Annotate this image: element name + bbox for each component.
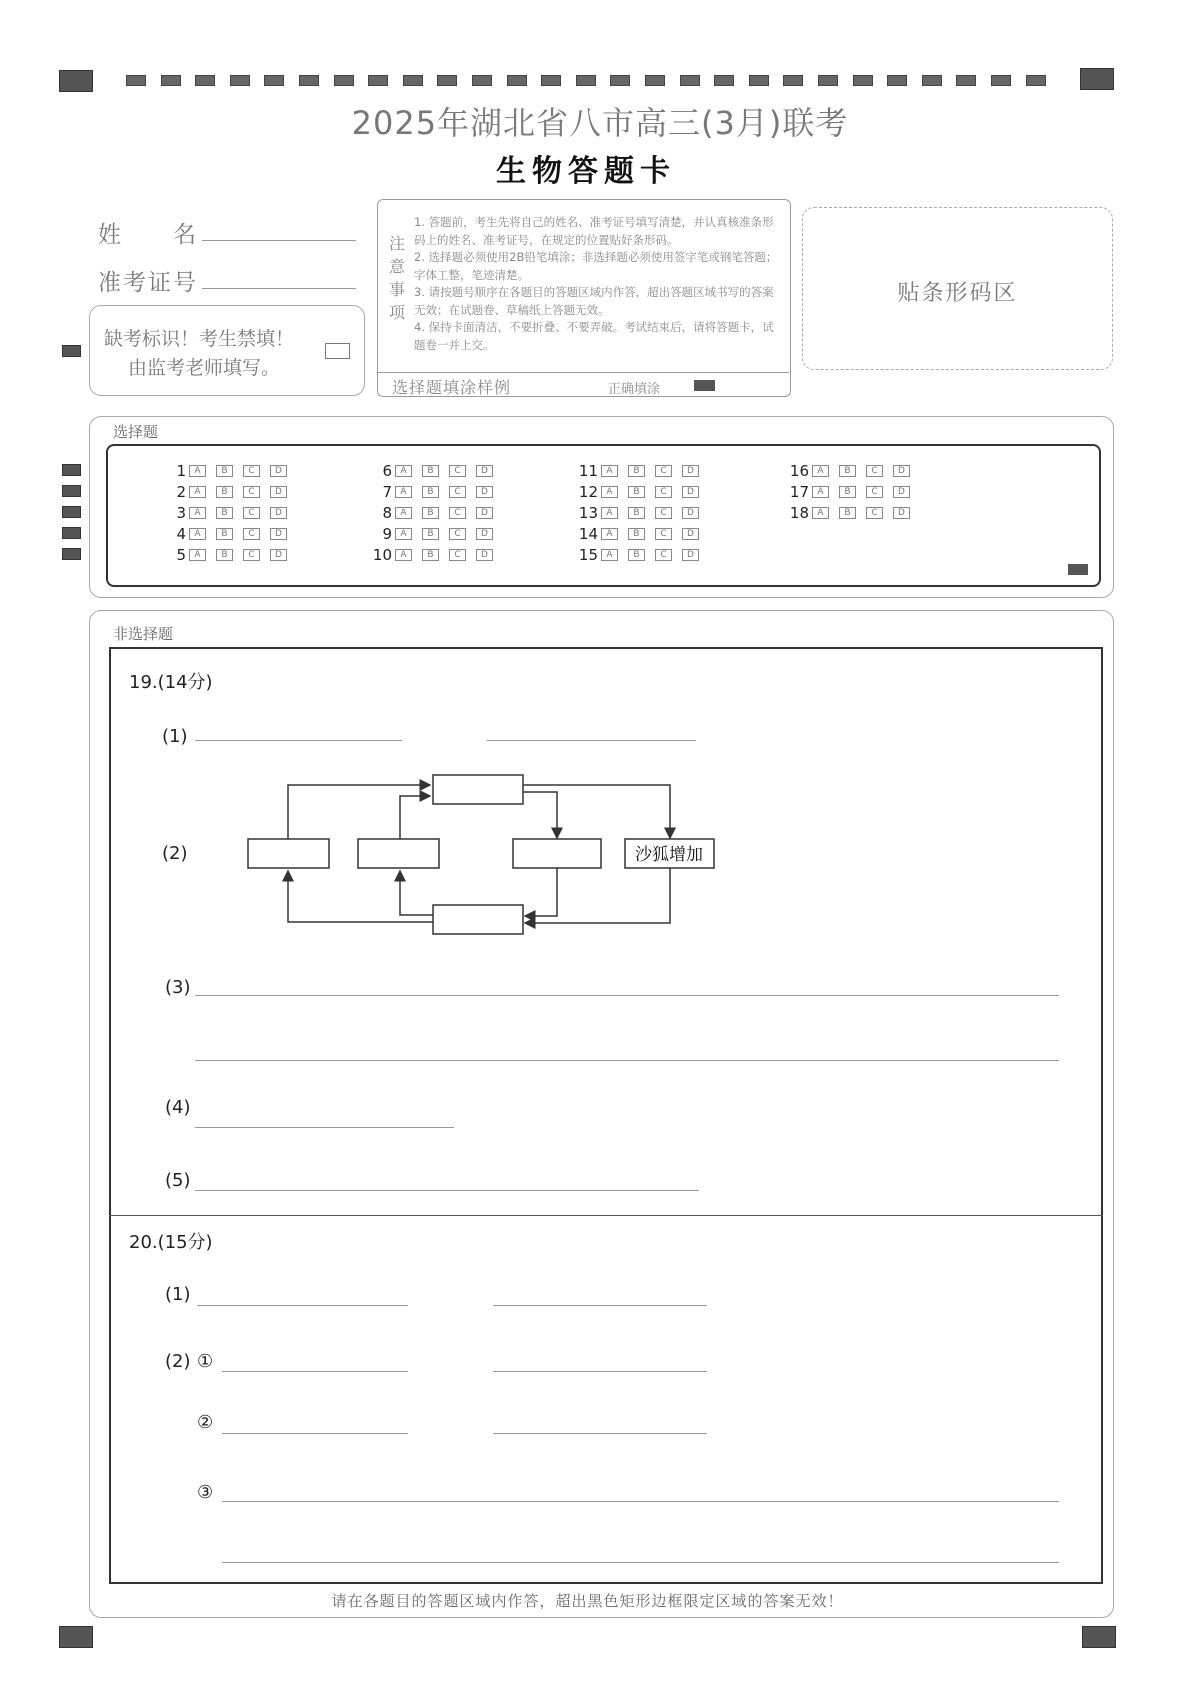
choice-bubble[interactable]: B <box>628 465 645 477</box>
q20-title: 20.(15分) <box>129 1232 213 1253</box>
choice-bubble[interactable]: B <box>628 528 645 540</box>
question-number: 17 <box>789 482 809 501</box>
choice-bubble[interactable]: A <box>189 528 206 540</box>
choice-bubble[interactable]: C <box>866 486 883 498</box>
choice-bubble[interactable]: D <box>476 528 493 540</box>
q20-part2-sub1-blank-a[interactable] <box>222 1371 408 1372</box>
nonchoice-section-label: 非选择题 <box>113 625 174 643</box>
absence-box <box>89 305 365 396</box>
choice-bubble[interactable]: C <box>655 486 672 498</box>
choice-question <box>160 524 297 543</box>
diagram-box-mid-left[interactable] <box>358 839 439 868</box>
q20-part2-label: (2) <box>165 1351 191 1372</box>
choice-bubble[interactable]: D <box>476 465 493 477</box>
q20-part2-sub2-label: ② <box>197 1412 214 1433</box>
timing-mark <box>368 75 388 86</box>
exam-title: 2025年湖北省八市高三(3月)联考 <box>351 104 849 142</box>
notice-item: 4. 保持卡面清洁，不要折叠、不要弄破。考试结束后，请将答题卡，试题卷一并上交。 <box>414 320 774 352</box>
q19-part3-label: (3) <box>165 977 191 998</box>
absence-checkbox[interactable] <box>325 343 350 359</box>
timing-mark <box>126 75 146 86</box>
barcode-area <box>802 207 1113 370</box>
q19-part1-blank-a[interactable] <box>195 740 402 741</box>
choice-question <box>572 524 709 543</box>
choice-question <box>783 461 920 480</box>
question-number: 4 <box>176 524 186 543</box>
choice-bubble[interactable]: C <box>866 465 883 477</box>
timing-mark <box>680 75 700 86</box>
q19-part3-line-1[interactable] <box>195 995 1059 996</box>
choice-bubble[interactable]: C <box>449 549 466 561</box>
choice-bubble[interactable]: A <box>812 465 829 477</box>
choice-bubble[interactable]: B <box>216 507 233 519</box>
sample-label: 选择题填涂样例 <box>392 378 512 397</box>
timing-mark <box>818 75 838 86</box>
question-number: 1 <box>176 461 186 480</box>
q20-part2-sub3-label: ③ <box>197 1482 214 1503</box>
timing-mark <box>437 75 457 86</box>
choice-question <box>572 503 709 522</box>
barcode-label: 贴条形码区 <box>897 281 1018 306</box>
choice-bubble[interactable]: A <box>395 465 412 477</box>
q19-title: 19.(14分) <box>129 672 213 693</box>
choice-bubble[interactable]: A <box>812 486 829 498</box>
absence-text-1: 缺考标识！考生禁填！ <box>104 328 295 350</box>
side-mark <box>62 485 81 497</box>
choice-question <box>366 503 503 522</box>
choice-bubble[interactable]: A <box>189 486 206 498</box>
choice-bubble[interactable]: C <box>866 507 883 519</box>
timing-mark <box>853 75 873 86</box>
q19-part1-blank-b[interactable] <box>487 740 696 741</box>
timing-mark <box>472 75 492 86</box>
choice-bubble[interactable]: A <box>189 507 206 519</box>
q19-part1-label: (1) <box>162 726 188 747</box>
timing-mark <box>991 75 1011 86</box>
q20-part1-blank-a[interactable] <box>197 1305 408 1306</box>
choice-question <box>366 545 503 564</box>
exam-id-label: 准考证号 <box>98 270 198 296</box>
corner-mark-bottom-right <box>1082 1626 1116 1648</box>
timing-mark <box>195 75 215 86</box>
choice-question <box>572 482 709 501</box>
food-web-diagram <box>240 765 720 945</box>
notice-item: 3. 请按题号顺序在各题目的答题区域内作答，超出答题区域书写的答案无效；在试题卷、草稿纸上答题无效。 <box>414 285 774 317</box>
choice-bubble[interactable]: D <box>270 528 287 540</box>
question-number: 9 <box>382 524 392 543</box>
choice-question <box>160 461 297 480</box>
timing-mark <box>1026 75 1046 86</box>
correct-fill-label: 正确填涂 <box>608 382 661 397</box>
choice-bubble[interactable]: B <box>216 465 233 477</box>
choice-bubble[interactable]: C <box>243 528 260 540</box>
choice-bubble[interactable]: A <box>189 549 206 561</box>
footer-warning: 请在各题目的答题区域内作答，超出黑色矩形边框限定区域的答案无效！ <box>331 1592 844 1610</box>
choice-bubble[interactable]: D <box>270 507 287 519</box>
choice-bubble[interactable]: A <box>395 528 412 540</box>
notice-box <box>377 199 791 397</box>
question-number: 14 <box>578 524 598 543</box>
choice-bubble[interactable]: B <box>422 549 439 561</box>
choice-corner-mark <box>1068 564 1088 575</box>
question-number: 8 <box>382 503 392 522</box>
choice-bubble[interactable]: C <box>655 549 672 561</box>
choice-bubble[interactable]: A <box>395 549 412 561</box>
diagram-box-bottom[interactable] <box>433 905 523 934</box>
choice-bubble[interactable]: D <box>682 486 699 498</box>
timing-mark <box>541 75 561 86</box>
name-label: 姓 名 <box>98 222 198 248</box>
timing-mark <box>334 75 354 86</box>
choice-question <box>783 503 920 522</box>
choice-question <box>572 461 709 480</box>
timing-mark <box>264 75 284 86</box>
q19-part5-line[interactable] <box>195 1190 699 1191</box>
timing-mark <box>507 75 527 86</box>
notice-item: 2. 选择题必须使用2B铅笔填涂；非选择题必须使用签字笔或钢笔答题；字体工整，笔迹清楚。 <box>414 250 778 282</box>
choice-question <box>160 482 297 501</box>
choice-question <box>366 482 503 501</box>
choice-bubble[interactable]: D <box>682 465 699 477</box>
timing-mark <box>956 75 976 86</box>
question-number: 3 <box>176 503 186 522</box>
question-number: 7 <box>382 482 392 501</box>
side-mark <box>62 464 81 476</box>
diagram-box-top[interactable] <box>433 775 523 804</box>
timing-mark <box>161 75 181 86</box>
name-field[interactable] <box>202 240 356 241</box>
side-mark <box>62 548 81 560</box>
choice-bubble[interactable]: D <box>682 507 699 519</box>
diagram-box-left[interactable] <box>248 839 329 868</box>
choice-question <box>366 524 503 543</box>
timing-mark <box>714 75 734 86</box>
diagram-box-mid-right[interactable] <box>513 839 601 868</box>
choice-bubble[interactable]: D <box>270 549 287 561</box>
choice-bubble[interactable]: D <box>893 507 910 519</box>
choice-question <box>160 545 297 564</box>
choice-bubble[interactable]: D <box>476 486 493 498</box>
choice-bubble[interactable]: D <box>893 465 910 477</box>
side-mark <box>62 527 81 539</box>
q20-part2-sub3-line-2[interactable] <box>222 1562 1059 1563</box>
q20-part1-blank-b[interactable] <box>493 1305 707 1306</box>
q20-part2-sub2-blank-b[interactable] <box>493 1433 707 1434</box>
choice-bubble[interactable]: A <box>601 465 618 477</box>
choice-bubble[interactable]: D <box>476 549 493 561</box>
choice-bubble[interactable]: A <box>601 507 618 519</box>
side-mark <box>62 506 81 518</box>
absence-text-2: 由监考老师填写。 <box>128 357 281 379</box>
corner-mark-top-right <box>1080 68 1114 90</box>
q20-part1-label: (1) <box>165 1284 191 1305</box>
q20-part2-sub1-label: ① <box>197 1351 214 1372</box>
choice-bubble[interactable]: B <box>839 486 856 498</box>
question-number: 13 <box>578 503 598 522</box>
timing-mark <box>403 75 423 86</box>
choice-bubble[interactable]: D <box>682 549 699 561</box>
choice-bubble[interactable]: C <box>449 465 466 477</box>
q19-part3-line-2[interactable] <box>195 1060 1059 1061</box>
sheet-title: 生物答题卡 <box>496 154 676 189</box>
choice-bubble[interactable]: B <box>422 507 439 519</box>
question-number: 10 <box>372 545 392 564</box>
choice-section-label: 选择题 <box>113 423 159 441</box>
side-mark <box>62 345 81 357</box>
timing-mark <box>887 75 907 86</box>
q19-part4-label: (4) <box>165 1097 191 1118</box>
q19-part2-label: (2) <box>162 843 188 864</box>
choice-bubble[interactable]: A <box>601 486 618 498</box>
timing-mark <box>783 75 803 86</box>
question-number: 16 <box>789 461 809 480</box>
choice-bubble[interactable]: A <box>189 465 206 477</box>
choice-bubble[interactable]: C <box>449 507 466 519</box>
diagram-label-fox: 沙狐增加 <box>635 845 703 865</box>
timing-mark <box>922 75 942 86</box>
choice-bubble[interactable]: D <box>270 486 287 498</box>
question-number: 2 <box>176 482 186 501</box>
choice-bubble[interactable]: B <box>839 507 856 519</box>
choice-bubble[interactable]: B <box>216 549 233 561</box>
timing-mark <box>645 75 665 86</box>
choice-bubble[interactable]: C <box>243 486 260 498</box>
choice-bubble[interactable]: C <box>243 549 260 561</box>
q19-part5-label: (5) <box>165 1170 191 1191</box>
corner-mark-top-left <box>59 70 93 92</box>
notice-label: 注 意 事 项 <box>389 234 406 322</box>
choice-bubble[interactable]: B <box>628 549 645 561</box>
choice-bubble[interactable]: C <box>449 486 466 498</box>
timing-mark <box>610 75 630 86</box>
choice-bubble[interactable]: A <box>601 549 618 561</box>
question-divider <box>109 1215 1103 1216</box>
timing-mark <box>749 75 769 86</box>
choice-bubble[interactable]: C <box>243 507 260 519</box>
choice-bubble[interactable]: A <box>395 486 412 498</box>
question-number: 15 <box>578 545 598 564</box>
choice-bubble[interactable]: A <box>395 507 412 519</box>
q20-part2-sub1-blank-b[interactable] <box>493 1371 707 1372</box>
choice-bubble[interactable]: B <box>216 528 233 540</box>
question-number: 5 <box>176 545 186 564</box>
choice-question <box>572 545 709 564</box>
corner-mark-bottom-left <box>59 1626 93 1648</box>
q20-part2-sub2-blank-a[interactable] <box>222 1433 408 1434</box>
choice-bubble[interactable]: D <box>476 507 493 519</box>
q20-part2-sub3-line-1[interactable] <box>222 1501 1059 1502</box>
choice-bubble[interactable]: C <box>655 465 672 477</box>
question-number: 6 <box>382 461 392 480</box>
choice-bubble[interactable]: A <box>601 528 618 540</box>
choice-bubble[interactable]: C <box>243 465 260 477</box>
choice-bubble[interactable]: B <box>422 465 439 477</box>
question-number: 11 <box>578 461 598 480</box>
choice-bubble[interactable]: D <box>682 528 699 540</box>
choice-bubble[interactable]: C <box>449 528 466 540</box>
choice-question <box>366 461 503 480</box>
question-number: 18 <box>789 503 809 522</box>
choice-bubble[interactable]: B <box>216 486 233 498</box>
choice-question <box>160 503 297 522</box>
correct-fill-sample <box>694 380 715 391</box>
choice-bubble[interactable]: B <box>422 528 439 540</box>
q19-part4-line[interactable] <box>195 1127 454 1128</box>
timing-mark <box>576 75 596 86</box>
timing-mark <box>230 75 250 86</box>
question-number: 12 <box>578 482 598 501</box>
choice-bubble[interactable]: C <box>655 528 672 540</box>
choice-bubble[interactable]: B <box>422 486 439 498</box>
exam-id-field[interactable] <box>202 288 356 289</box>
choice-bubble[interactable]: D <box>270 465 287 477</box>
choice-bubble[interactable]: A <box>812 507 829 519</box>
choice-bubble[interactable]: C <box>655 507 672 519</box>
choice-bubble[interactable]: B <box>839 465 856 477</box>
choice-bubble[interactable]: B <box>628 486 645 498</box>
choice-question <box>783 482 920 501</box>
timing-mark <box>299 75 319 86</box>
choice-bubble[interactable]: D <box>893 486 910 498</box>
notice-item: 1. 答题前，考生先将自己的姓名、准考证号填写清楚，并认真核准条形码上的姓名、准考证号，在规定的位置贴好条形码。 <box>414 215 774 247</box>
choice-bubble[interactable]: B <box>628 507 645 519</box>
